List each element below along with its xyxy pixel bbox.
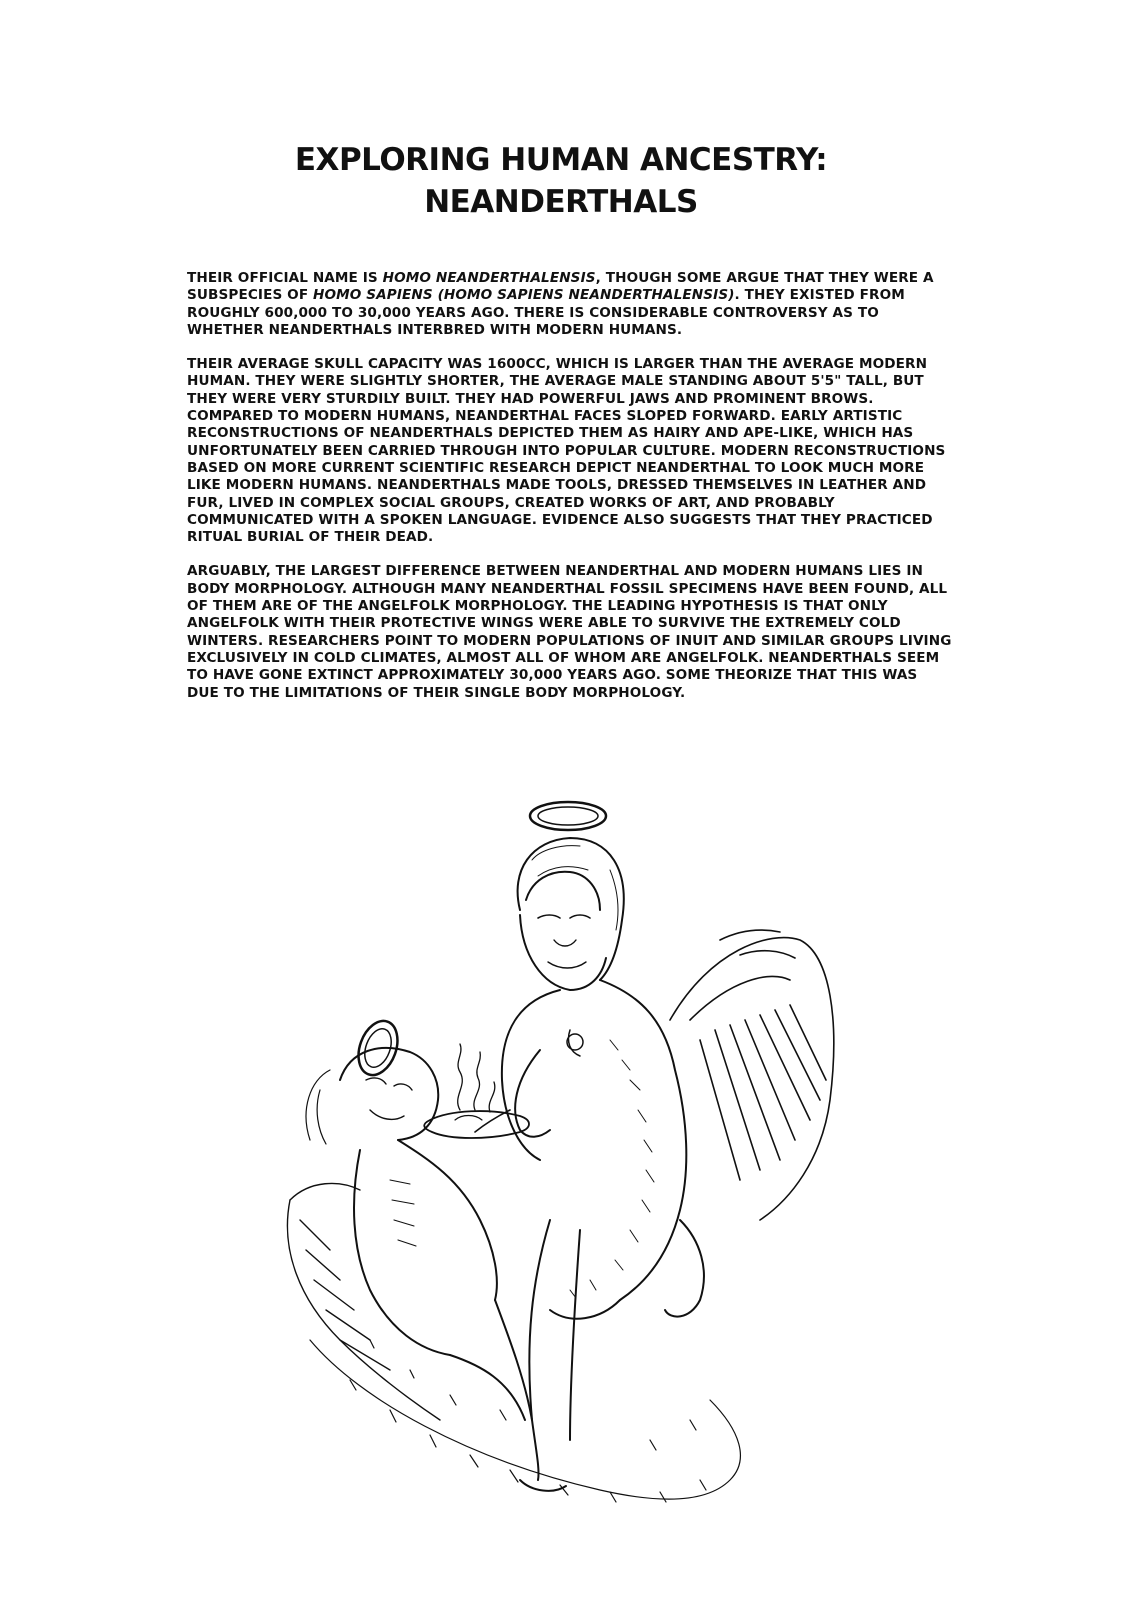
article-body <box>187 270 952 719</box>
page-title <box>0 139 1122 223</box>
reclining-figure <box>306 1048 532 1420</box>
paragraph-1-part-a: THEIR OFFICIAL NAME IS <box>187 270 383 286</box>
paragraph-1-part-c: , THOUGH SOME ARGUE THAT THEY WERE A SUBSPECIES OF <box>187 270 934 304</box>
wing-icon <box>287 1183 440 1420</box>
species-name-italic: HOMO NEANDERTHALENSIS <box>382 270 596 286</box>
angelfolk-neanderthals-illustration <box>270 780 890 1580</box>
paragraph-1 <box>187 270 952 339</box>
illustration-drawing <box>270 780 890 1580</box>
bowl-icon <box>424 1111 529 1138</box>
title-line-1: EXPLORING HUMAN ANCESTRY: <box>294 141 828 178</box>
halo-icon <box>530 802 606 830</box>
smoke-icon <box>458 1044 495 1112</box>
paragraph-2: THEIR AVERAGE SKULL CAPACITY WAS 1600CC, WHICH IS LARGER THAN THE AVERAGE MODERN HUMAN. THEY WERE SLIGHTLY SHORTER, THE AVERAGE MALE STANDING ABOUT 5'5" TALL, BUT THEY WERE VERY STURDILY BUILT. THEY HAD POWERFUL JAWS AND PROMINENT BROWS. COMPARED TO MODERN HUMANS, NEANDERTHAL FACES SLOPED FORWARD. EARLY ARTISTIC RECONSTRUCTIONS OF NEANDERTHALS DEPICTED THEM AS HAIRY AND APE-LIKE, WHICH HAS UNFORTUNATELY BEEN CARRIED THROUGH INTO POPULAR CULTURE. MODERN RECONSTRUCTIONS BASED ON MORE CURRENT SCIENTIFIC RESEARCH DEPICT NEANDERTHAL TO LOOK MUCH MORE LIKE MODERN HUMANS. NEANDERTHALS MADE TOOLS, DRESSED THEMSELVES IN LEATHER AND FUR, LIVED IN COMPLEX SOCIAL GROUPS, CREATED WORKS OF ART, AND PROBABLY COMMUNICATED WITH A SPOKEN LANGUAGE. EVIDENCE ALSO SUGGESTS THAT THEY PRACTICED RITUAL BURIAL OF THEIR DEAD. <box>187 356 946 546</box>
neanderthal-body <box>475 980 686 1319</box>
fur-rug <box>310 1340 740 1502</box>
paragraph-3: ARGUABLY, THE LARGEST DIFFERENCE BETWEEN NEANDERTHAL AND MODERN HUMANS LIES IN BODY MORPHOLOGY. ALTHOUGH MANY NEANDERTHAL FOSSIL SPECIMENS HAVE BEEN FOUND, ALL OF THEM ARE OF THE ANGELFOLK MORPHOLOGY. THE LEADING HYPOTHESIS IS THAT ONLY ANGELFOLK WITH THEIR PROTECTIVE WINGS WERE ABLE TO SURVIVE THE EXTREMELY COLD WINTERS. RESEARCHERS POINT TO MODERN POPULATIONS OF INUIT AND SIMILAR GROUPS LIVING EXCLUSIVELY IN COLD CLIMATES, ALMOST ALL OF WHOM ARE ANGELFOLK. NEANDERTHALS SEEM TO HAVE GONE EXTINCT APPROXIMATELY 30,000 YEARS AGO. SOME THEORIZE THAT THIS WAS DUE TO THE LIMITATIONS OF THEIR SINGLE BODY MORPHOLOGY. <box>187 563 952 701</box>
wing-icon <box>670 930 834 1220</box>
neanderthal-head <box>518 838 624 990</box>
title-line-2: NEANDERTHALS <box>424 183 698 220</box>
neanderthal-legs <box>520 1220 704 1491</box>
paragraph-1-part-e: . THEY EXISTED FROM ROUGHLY 600,000 TO 30,000 YEARS AGO. THERE IS CONSIDERABLE CONTROVERSY AS TO WHETHER NEANDERTHALS INTERBRED WITH MODERN HUMANS. <box>187 287 905 338</box>
subspecies-name-italic: HOMO SAPIENS (HOMO SAPIENS NEANDERTHALENSIS) <box>313 287 735 304</box>
